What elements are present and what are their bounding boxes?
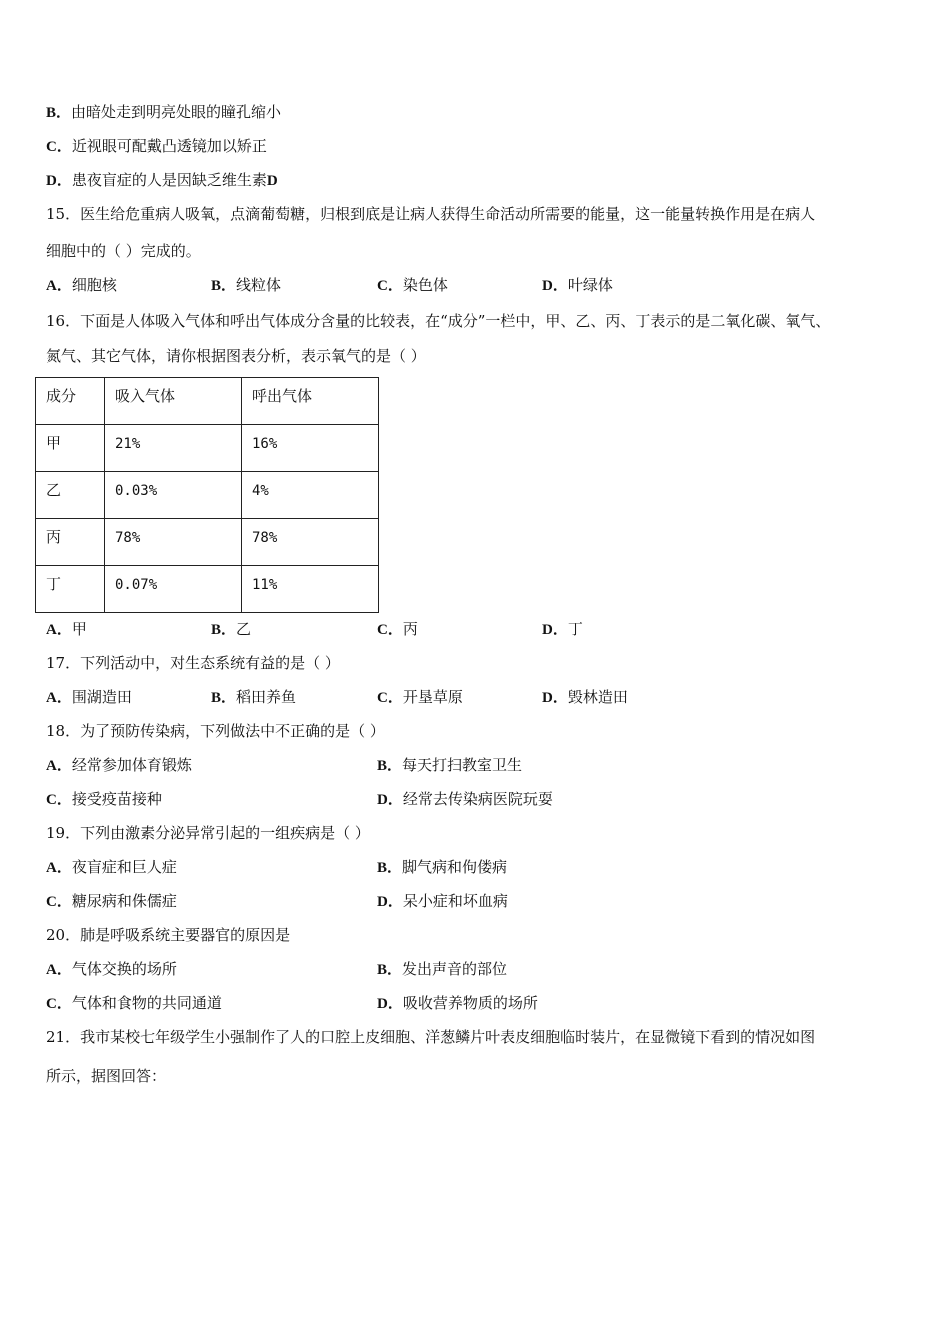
q16-stem-line2: 氮气、其它气体，请你根据图表分析，表示氧气的是（ ） <box>46 347 426 365</box>
q19-option-b: B．脚气病和佝偻病 <box>377 858 508 876</box>
q18-option-b: B．每天打扫教室卫生 <box>377 756 523 774</box>
gas-comparison-table <box>35 377 379 613</box>
table-cell: 11% <box>242 566 379 613</box>
q19-option-a: A．夜盲症和巨人症 <box>46 858 177 876</box>
table-cell: 4% <box>242 472 379 519</box>
q16-stem-line1: 16．下面是人体吸入气体和呼出气体成分含量的比较表，在“成分”一栏中，甲、乙、丙、丁表示的是二氧化碳、氧气、 <box>46 312 831 330</box>
q20-option-a: A．气体交换的场所 <box>46 960 177 978</box>
table-cell: 0.03% <box>105 472 242 519</box>
table-cell: 0.07% <box>105 566 242 613</box>
q15-stem-line1: 15．医生给危重病人吸氧，点滴葡萄糖，归根到底是让病人获得生命活动所需要的能量，这一能量转换作用是在病人 <box>46 205 816 223</box>
q14-option-b: B．由暗处走到明亮处眼的瞳孔缩小 <box>46 103 282 121</box>
q16-option-d: D．丁 <box>542 620 583 638</box>
q21-stem-line2: 所示，据图回答： <box>46 1067 167 1085</box>
q17-option-c: C．开垦草原 <box>377 688 463 706</box>
table-cell: 78% <box>105 519 242 566</box>
q15-option-c: C．染色体 <box>377 276 448 294</box>
table-row <box>36 566 379 613</box>
table-cell: 16% <box>242 425 379 472</box>
q20-option-c: C．气体和食物的共同通道 <box>46 994 222 1012</box>
q17-option-a: A．围湖造田 <box>46 688 132 706</box>
q21-stem-line1: 21．我市某校七年级学生小强制作了人的口腔上皮细胞、洋葱鳞片叶表皮细胞临时装片，在显微镜下看到的情况如图 <box>46 1028 816 1046</box>
q15-option-a: A．细胞核 <box>46 276 117 294</box>
table-cell: 乙 <box>36 472 105 519</box>
q19-option-c: C．糖尿病和侏儒症 <box>46 892 177 910</box>
q16-option-b: B．乙 <box>211 620 252 638</box>
q15-option-b: B．线粒体 <box>211 276 282 294</box>
q14-option-d: D．患夜盲症的人是因缺乏维生素D <box>46 171 278 189</box>
q14-option-c: C．近视眼可配戴凸透镜加以矫正 <box>46 137 267 155</box>
table-row <box>36 425 379 472</box>
table-header: 成分 <box>36 378 105 425</box>
table-cell: 丙 <box>36 519 105 566</box>
q18-option-d: D．经常去传染病医院玩耍 <box>377 790 553 808</box>
q17-option-d: D．毁林造田 <box>542 688 628 706</box>
q19-stem: 19．下列由激素分泌异常引起的一组疾病是（ ） <box>46 824 370 842</box>
q18-option-a: A．经常参加体育锻炼 <box>46 756 192 774</box>
q18-option-c: C．接受疫苗接种 <box>46 790 162 808</box>
table-header: 吸入气体 <box>105 378 242 425</box>
q18-stem: 18．为了预防传染病，下列做法中不正确的是（ ） <box>46 722 385 740</box>
q15-stem-line2: 细胞中的（ ）完成的。 <box>46 242 201 260</box>
table-cell: 甲 <box>36 425 105 472</box>
q20-option-d: D．吸收营养物质的场所 <box>377 994 538 1012</box>
table-cell: 丁 <box>36 566 105 613</box>
q15-option-d: D．叶绿体 <box>542 276 613 294</box>
table-row <box>36 472 379 519</box>
q19-option-d: D．呆小症和坏血病 <box>377 892 508 910</box>
table-cell: 78% <box>242 519 379 566</box>
table-header-row <box>36 378 379 425</box>
q16-option-c: C．丙 <box>377 620 418 638</box>
q16-option-a: A．甲 <box>46 620 87 638</box>
q20-stem: 20．肺是呼吸系统主要器官的原因是 <box>46 926 291 944</box>
q17-stem: 17．下列活动中，对生态系统有益的是（ ） <box>46 654 340 672</box>
table-row <box>36 519 379 566</box>
table-header: 呼出气体 <box>242 378 379 425</box>
q20-option-b: B．发出声音的部位 <box>377 960 508 978</box>
q17-option-b: B．稻田养鱼 <box>211 688 297 706</box>
table-cell: 21% <box>105 425 242 472</box>
